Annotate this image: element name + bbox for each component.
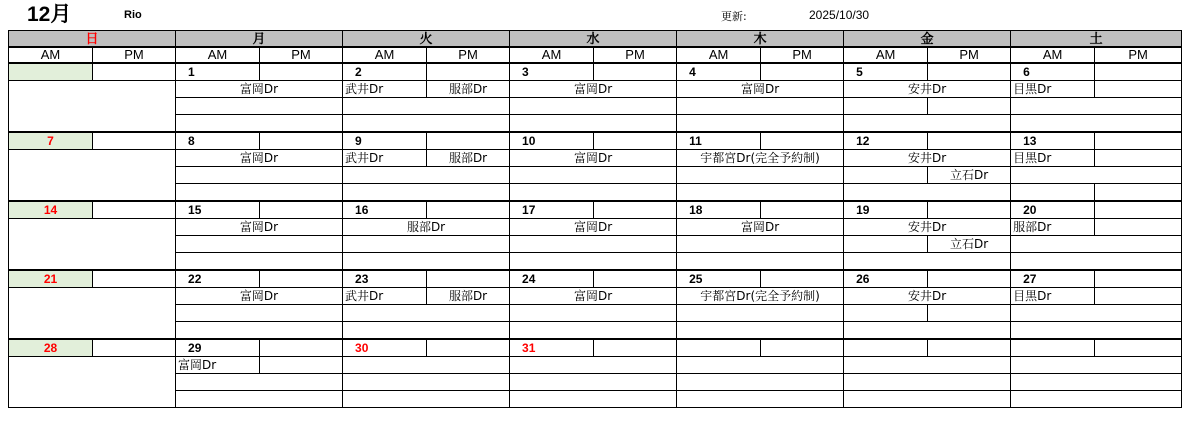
date-cell: [9, 63, 93, 81]
doctor-cell: 富岡Dr: [176, 81, 343, 98]
am-label: AM: [9, 47, 93, 63]
doctor-cell: 富岡Dr: [510, 81, 677, 98]
doctor-cell: 富岡Dr: [176, 357, 260, 374]
am-label: AM: [176, 47, 260, 63]
week-1-doctor-row: [9, 81, 1182, 98]
date-cell: 13: [1011, 132, 1095, 150]
am-label: AM: [677, 47, 761, 63]
date-cell: 18: [677, 201, 761, 219]
doctor-cell: 安井Dr: [844, 150, 1011, 167]
doctor-cell: 宇都宮Dr(完全予約制): [677, 150, 844, 167]
doctor-cell: 武井Dr: [343, 288, 427, 305]
date-cell: 26: [844, 270, 928, 288]
weekday-thu: 木: [677, 31, 844, 48]
date-cell: 23: [343, 270, 427, 288]
doctor-cell: 服部Dr: [1011, 219, 1095, 236]
pm-label: PM: [93, 47, 176, 63]
clinic-name: Rio: [124, 9, 142, 21]
doctor-cell: 富岡Dr: [176, 150, 343, 167]
doctor-cell: 富岡Dr: [677, 219, 844, 236]
doctor-cell: 富岡Dr: [510, 288, 677, 305]
week-3-date-row: [9, 201, 1182, 219]
date-cell: 20: [1011, 201, 1095, 219]
date-cell: 5: [844, 63, 928, 81]
date-cell: 21: [9, 270, 93, 288]
date-cell: 28: [9, 339, 93, 357]
updated-date: 2025/10/30: [809, 8, 870, 22]
am-label: AM: [844, 47, 928, 63]
date-cell: 9: [343, 132, 427, 150]
date-cell: 14: [9, 201, 93, 219]
date-cell: 2: [343, 63, 427, 81]
date-cell: [844, 339, 928, 357]
pm-label: PM: [928, 47, 1011, 63]
weekday-wed: 水: [510, 31, 677, 48]
date-cell: 30: [343, 339, 427, 357]
week-4-date-row: [9, 270, 1182, 288]
week-5-date-row: [9, 339, 1182, 357]
doctor-cell: 富岡Dr: [510, 150, 677, 167]
date-cell: 10: [510, 132, 594, 150]
date-cell: 1: [176, 63, 260, 81]
pm-label: PM: [594, 47, 677, 63]
doctor-cell: 目黒Dr: [1011, 81, 1095, 98]
date-cell: 25: [677, 270, 761, 288]
date-cell: 8: [176, 132, 260, 150]
date-cell: [1011, 339, 1095, 357]
date-cell: 6: [1011, 63, 1095, 81]
date-cell: 15: [176, 201, 260, 219]
weekday-sat: 土: [1011, 31, 1182, 48]
doctor-cell: 目黒Dr: [1011, 150, 1095, 167]
am-pm-header-row: [9, 47, 1182, 63]
month-title: 12月: [27, 3, 72, 26]
doctor-cell: 目黒Dr: [1011, 288, 1095, 305]
date-cell: 22: [176, 270, 260, 288]
doctor-cell: 富岡Dr: [176, 288, 343, 305]
doctor-cell: 安井Dr: [844, 288, 1011, 305]
am-label: AM: [510, 47, 594, 63]
weekday-fri: 金: [844, 31, 1011, 48]
week-2-doctor-row: [9, 150, 1182, 167]
doctor-cell: [928, 98, 1011, 115]
doctor-cell: 服部Dr: [427, 150, 510, 167]
doctor-cell: 富岡Dr: [176, 219, 343, 236]
date-cell: 12: [844, 132, 928, 150]
week-5-doctor-row: [9, 357, 1182, 374]
date-cell: 11: [677, 132, 761, 150]
doctor-cell: 立石Dr: [928, 167, 1011, 184]
am-label: AM: [343, 47, 427, 63]
doctor-cell: 安井Dr: [844, 219, 1011, 236]
doctor-cell: 安井Dr: [844, 81, 1011, 98]
doctor-cell: 立石Dr: [928, 236, 1011, 253]
doctor-cell: 服部Dr: [427, 288, 510, 305]
week-2-date-row: [9, 132, 1182, 150]
am-label: AM: [1011, 47, 1095, 63]
pm-label: PM: [761, 47, 844, 63]
doctor-cell: 武井Dr: [343, 81, 427, 98]
weekday-sun: 日: [9, 31, 176, 48]
week-4-doctor-row: [9, 288, 1182, 305]
updated-label: 更新:: [721, 10, 747, 23]
doctor-cell: 宇都宮Dr(完全予約制): [677, 288, 844, 305]
doctor-cell: 富岡Dr: [677, 81, 844, 98]
pm-label: PM: [260, 47, 343, 63]
date-cell: 7: [9, 132, 93, 150]
weekday-header-row: [9, 31, 1182, 48]
calendar-header: [0, 0, 1189, 30]
date-cell: 4: [677, 63, 761, 81]
doctor-cell: 武井Dr: [343, 150, 427, 167]
doctor-cell: 服部Dr: [427, 81, 510, 98]
date-cell: 19: [844, 201, 928, 219]
date-cell: 29: [176, 339, 260, 357]
doctor-cell: 富岡Dr: [510, 219, 677, 236]
date-cell: 24: [510, 270, 594, 288]
date-cell: 17: [510, 201, 594, 219]
pm-label: PM: [1095, 47, 1182, 63]
date-cell: 3: [510, 63, 594, 81]
week-3-doctor-row: [9, 219, 1182, 236]
week-1-date-row: [9, 63, 1182, 81]
date-cell: 16: [343, 201, 427, 219]
date-cell: 27: [1011, 270, 1095, 288]
date-cell: 31: [510, 339, 594, 357]
doctor-cell: 服部Dr: [343, 219, 510, 236]
weekday-tue: 火: [343, 31, 510, 48]
date-cell: [677, 339, 761, 357]
pm-label: PM: [427, 47, 510, 63]
schedule-calendar: [8, 30, 1182, 408]
weekday-mon: 月: [176, 31, 343, 48]
